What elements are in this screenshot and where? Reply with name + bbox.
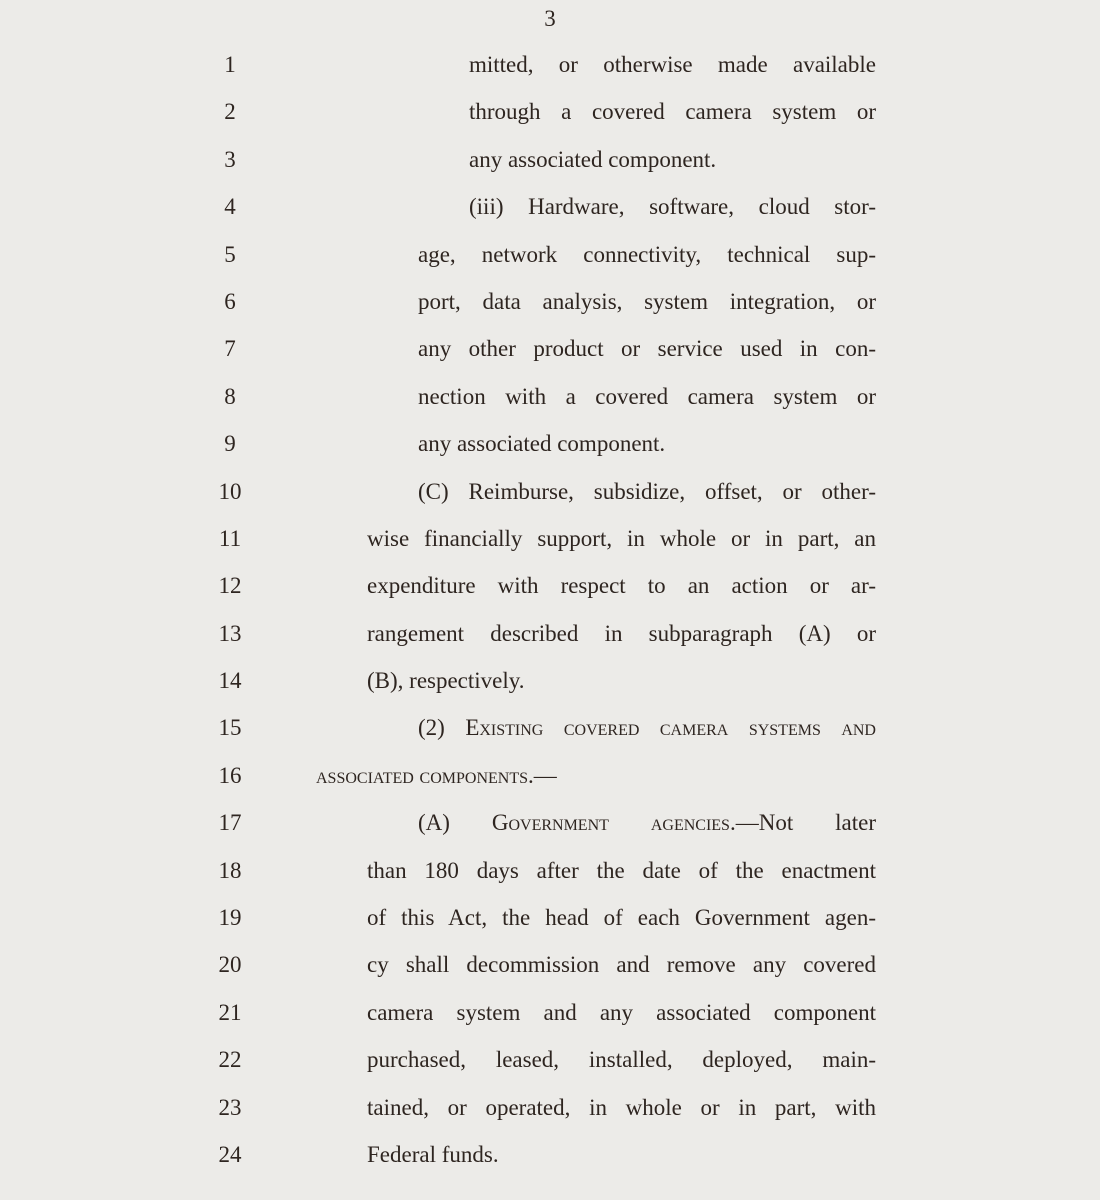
- line-text: mitted, or otherwise made available: [469, 52, 876, 77]
- line-text: expenditure with respect to an action or ar-: [367, 573, 876, 599]
- line-number: 2: [224, 99, 236, 125]
- line-number: 22: [218, 1047, 242, 1073]
- line-text: of this Act, the head of each Government agen-: [367, 905, 876, 931]
- bill-line: [0, 231, 1100, 278]
- line-text: (iii) Hardware, software, cloud stor-: [469, 194, 876, 220]
- line-text: any other product or service used in con-: [418, 336, 876, 362]
- line-text: (B), respectively.: [367, 668, 525, 694]
- bill-line: [0, 799, 1100, 846]
- bill-line: [0, 468, 1100, 515]
- line-number: 6: [224, 288, 236, 314]
- bill-line: [0, 989, 1100, 1036]
- bill-line: [0, 894, 1100, 941]
- line-text: (C) Reimburse, subsidize, offset, or other-: [418, 478, 876, 504]
- line-text: [418, 808, 876, 838]
- line-number: 9: [224, 431, 236, 457]
- bill-line: [0, 704, 1100, 751]
- bill-line: [0, 88, 1100, 135]
- line-text: than 180 days after the date of the enactment: [367, 857, 876, 883]
- bill-line: [0, 325, 1100, 372]
- bill-line: [0, 278, 1100, 325]
- line-number: 13: [218, 620, 242, 646]
- line-number: 7: [224, 336, 236, 362]
- line-number: 21: [218, 999, 242, 1025]
- bill-line: [0, 420, 1100, 467]
- line-text: cy shall decommission and remove any covered: [367, 952, 876, 978]
- line-text: through a covered camera system or: [469, 99, 876, 125]
- line-number: 8: [224, 383, 236, 409]
- bill-line: [0, 752, 1100, 799]
- bill-line: [0, 610, 1100, 657]
- line-number: 15: [218, 715, 242, 741]
- bill-line: [0, 183, 1100, 230]
- paragraph-heading: Existing covered camera systems and: [465, 715, 876, 741]
- line-number: 3: [224, 146, 236, 172]
- line-number: 5: [224, 241, 236, 267]
- line-text: wise financially support, in whole or in part, an: [367, 525, 876, 551]
- line-text: tained, or operated, in whole or in part, with: [367, 1094, 876, 1120]
- line-text: Federal funds.: [367, 1141, 499, 1167]
- line-text: [418, 713, 876, 743]
- bill-line: [0, 1084, 1100, 1131]
- subparagraph-heading: Government agencies.: [491, 810, 736, 836]
- bill-line: [0, 657, 1100, 704]
- line-text: any associated component.: [418, 431, 666, 457]
- line-text: associated components.—: [316, 762, 557, 788]
- bill-line: [0, 41, 1100, 88]
- line-number: 10: [218, 478, 242, 504]
- line-number: 18: [218, 857, 242, 883]
- line-text: rangement described in subparagraph (A) or: [367, 620, 876, 646]
- line-number: 1: [224, 52, 236, 77]
- line-number: 11: [218, 525, 242, 551]
- bill-line: [0, 847, 1100, 894]
- bill-line: [0, 373, 1100, 420]
- line-text: age, network connectivity, technical sup-: [418, 241, 876, 267]
- line-text: camera system and any associated component: [367, 999, 876, 1025]
- bill-line: [0, 136, 1100, 183]
- line-text: port, data analysis, system integration, or: [418, 288, 876, 314]
- line-text: nection with a covered camera system or: [418, 383, 876, 409]
- paragraph-designator: (2): [418, 715, 466, 741]
- line-text: any associated component.: [469, 146, 717, 172]
- line-number: 17: [218, 810, 242, 836]
- page-number: 3: [544, 6, 556, 31]
- line-number: 23: [218, 1094, 242, 1120]
- line-number: 19: [218, 905, 242, 931]
- bill-line: [0, 562, 1100, 609]
- subparagraph-designator: (A): [418, 810, 492, 836]
- line-number: 16: [218, 762, 242, 788]
- bill-line: [0, 941, 1100, 988]
- bill-text: [0, 41, 1100, 1178]
- bill-line: [0, 1036, 1100, 1083]
- line-number: 12: [218, 573, 242, 599]
- bill-line: [0, 1131, 1100, 1178]
- line-number: 14: [218, 668, 242, 694]
- line-number: 24: [218, 1141, 242, 1167]
- line-number: 4: [224, 194, 236, 220]
- line-text-continuation: —Not later: [735, 810, 876, 836]
- line-number: 20: [218, 952, 242, 978]
- line-text: purchased, leased, installed, deployed, main-: [367, 1047, 876, 1073]
- bill-line: [0, 515, 1100, 562]
